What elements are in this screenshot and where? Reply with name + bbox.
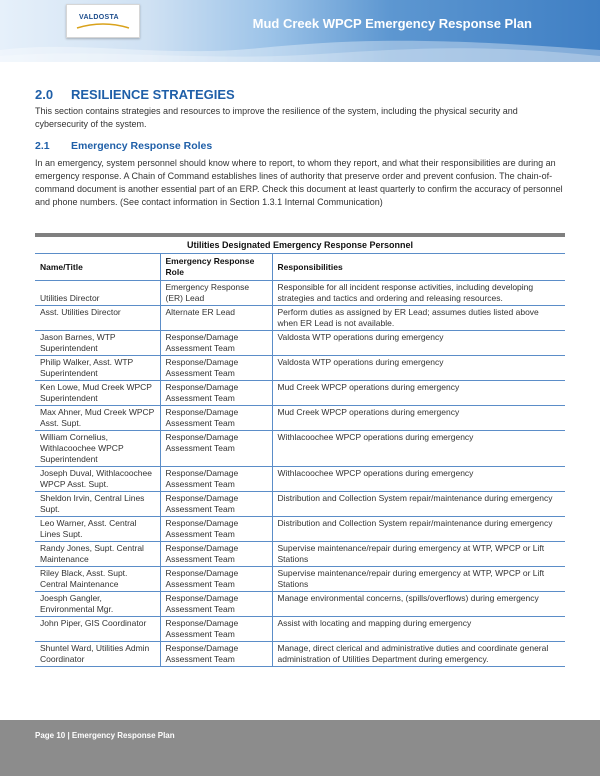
section-title: RESILIENCE STRATEGIES — [71, 87, 235, 102]
cell-responsibilities: Distribution and Collection System repair/maintenance during emergency — [277, 493, 553, 503]
document-title: Mud Creek WPCP Emergency Response Plan — [252, 16, 532, 31]
cell-responsibilities: Manage environmental concerns, (spills/overflows) during emergency — [277, 593, 539, 603]
table-row — [35, 492, 565, 517]
cell-role: Response/Damage Assessment Team — [160, 642, 272, 667]
cell-name: Shuntel Ward, Utilities Admin Coordinator — [35, 642, 160, 667]
table-row — [35, 467, 565, 492]
subsection-paragraph: In an emergency, system personnel should know where to report, to whom they report, and what their responsibilities are during an emergency response. A Chain of Command establishes lines of authority that preserve order and prevent confusion. The chain-of-command document is another essential part of an ERP. Check this document at least quarterly to confirm the accuracy of personnel and phone numbers. (See contact information in Section 1.3.1 Internal Communication) — [35, 158, 563, 207]
cell-role: Response/Damage Assessment Team — [160, 517, 272, 542]
cell-name: Philip Walker, Asst. WTP Superintendent — [35, 356, 160, 381]
cell-role: Response/Damage Assessment Team — [160, 592, 272, 617]
cell-role: Emergency Response (ER) Lead — [160, 281, 272, 306]
cell-name: John Piper, GIS Coordinator — [35, 617, 160, 642]
logo-text: VALDOSTA — [79, 14, 119, 21]
table-row — [35, 567, 565, 592]
section-number: 2.0 — [35, 87, 54, 102]
cell-role: Response/Damage Assessment Team — [160, 356, 272, 381]
cell-name: Utilities Director — [35, 281, 160, 306]
table-row — [35, 356, 565, 381]
cell-name: Joseph Duval, Withlacoochee WPCP Asst. Supt. — [35, 467, 160, 492]
cell-role: Response/Damage Assessment Team — [160, 467, 272, 492]
cell-responsibilities: Withlacoochee WPCP operations during emergency — [277, 468, 474, 478]
table-row — [35, 331, 565, 356]
personnel-table — [35, 237, 565, 667]
cell-name: Ken Lowe, Mud Creek WPCP Superintendent — [35, 381, 160, 406]
section-heading — [35, 87, 235, 102]
header-wave-decoration — [0, 36, 600, 62]
cell-responsibilities: Mud Creek WPCP operations during emergency — [277, 382, 460, 392]
table-row — [35, 642, 565, 667]
cell-role: Response/Damage Assessment Team — [160, 542, 272, 567]
column-header-role: Emergency Response Role — [160, 254, 272, 281]
table-row — [35, 381, 565, 406]
table-row — [35, 306, 565, 331]
page-header — [0, 0, 600, 62]
cell-responsibilities: Supervise maintenance/repair during emergency at WTP, WPCP or Lift Stations — [277, 568, 545, 589]
column-header-responsibilities: Responsibilities — [277, 261, 343, 272]
personnel-table-container — [35, 233, 565, 667]
cell-responsibilities: Distribution and Collection System repair/maintenance during emergency — [277, 518, 553, 528]
cell-name: Sheldon Irvin, Central Lines Supt. — [35, 492, 160, 517]
cell-responsibilities: Withlacoochee WPCP operations during emergency — [277, 432, 474, 442]
cell-name: Jason Barnes, WTP Superintendent — [35, 331, 160, 356]
cell-name: Leo Warner, Asst. Central Lines Supt. — [35, 517, 160, 542]
table-row — [35, 592, 565, 617]
table-row — [35, 517, 565, 542]
cell-role: Response/Damage Assessment Team — [160, 431, 272, 467]
cell-responsibilities: Assist with locating and mapping during emergency — [277, 618, 472, 628]
logo-swoosh-icon — [75, 22, 131, 30]
page-footer — [0, 720, 600, 776]
cell-responsibilities: Valdosta WTP operations during emergency — [277, 357, 444, 367]
table-row — [35, 431, 565, 467]
valdosta-logo — [66, 4, 140, 38]
table-row — [35, 617, 565, 642]
section-intro: This section contains strategies and resources to improve the resilience of the system, including the physical security and cybersecurity of the system. — [35, 106, 518, 129]
cell-responsibilities: Perform duties as assigned by ER Lead; assumes duties listed above when ER Lead is not available. — [277, 307, 539, 328]
cell-responsibilities: Supervise maintenance/repair during emergency at WTP, WPCP or Lift Stations — [277, 543, 545, 564]
table-row — [35, 542, 565, 567]
cell-role: Response/Damage Assessment Team — [160, 331, 272, 356]
cell-role: Response/Damage Assessment Team — [160, 381, 272, 406]
cell-role: Response/Damage Assessment Team — [160, 406, 272, 431]
cell-role: Response/Damage Assessment Team — [160, 617, 272, 642]
cell-name: Max Ahner, Mud Creek WPCP Asst. Supt. — [35, 406, 160, 431]
cell-name: Asst. Utilities Director — [35, 306, 160, 331]
cell-role: Response/Damage Assessment Team — [160, 492, 272, 517]
subsection-title: Emergency Response Roles — [71, 140, 213, 152]
cell-responsibilities: Mud Creek WPCP operations during emergency — [277, 407, 460, 417]
footer-page-label: Page 10 | Emergency Response Plan — [35, 731, 175, 740]
table-header-row — [35, 254, 565, 281]
column-header-name: Name/Title — [35, 254, 160, 281]
cell-name: William Cornelius, Withlacoochee WPCP Superintendent — [35, 431, 160, 467]
cell-name: Randy Jones, Supt. Central Maintenance — [35, 542, 160, 567]
subsection-number: 2.1 — [35, 140, 50, 152]
table-caption: Utilities Designated Emergency Response Personnel — [186, 240, 414, 250]
cell-name: Riley Black, Asst. Supt. Central Maintenance — [35, 567, 160, 592]
cell-role: Alternate ER Lead — [160, 306, 272, 331]
cell-responsibilities: Valdosta WTP operations during emergency — [277, 332, 444, 342]
cell-role: Response/Damage Assessment Team — [160, 567, 272, 592]
table-row — [35, 281, 565, 306]
table-row — [35, 406, 565, 431]
cell-responsibilities: Manage, direct clerical and administrative duties and coordinate general administration of Utilities Department during emergency. — [277, 643, 549, 664]
cell-name: Joesph Gangler, Environmental Mgr. — [35, 592, 160, 617]
subsection-heading — [35, 140, 212, 152]
cell-responsibilities: Responsible for all incident response activities, including developing strategies and tactics and ordering and releasing resources. — [277, 282, 534, 303]
